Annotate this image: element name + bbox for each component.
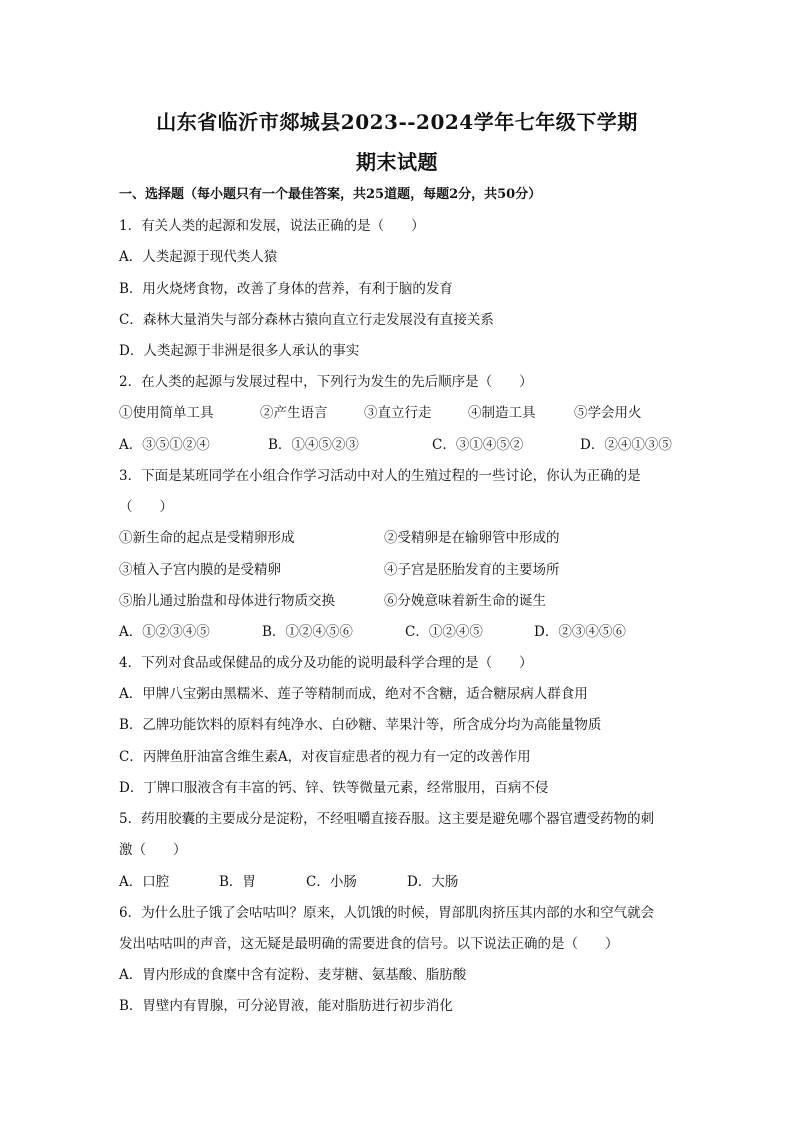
question-2-stem: 2．在人类的起源与发展过程中，下列行为发生的先后顺序是（ ） <box>119 374 533 390</box>
question-2-option-d: D．②④①③⑤ <box>580 437 672 453</box>
question-6-stem-continued: 发出咕咕叫的声音，这无疑是最明确的需要进食的信号。以下说法正确的是（ ） <box>119 936 619 952</box>
question-1-option-b: B．用火烧烤食物，改善了身体的营养，有利于脑的发育 <box>119 281 453 297</box>
question-3-option-a: A．①②③④⑤ <box>119 624 210 640</box>
question-3-stem: 3．下面是某班同学在小组合作学习活动中对人的生殖过程的一些讨论，你认为正确的是 <box>119 468 641 484</box>
question-6-option-a: A．胃内形成的食糜中含有淀粉、麦芽糖、氨基酸、脂肪酸 <box>119 967 467 983</box>
question-2-item: ④制造工具 <box>468 405 536 421</box>
question-1-option-a: A．人类起源于现代类人猿 <box>119 249 278 265</box>
question-3-option-d: D．②③④⑤⑥ <box>534 624 626 640</box>
question-3-item: ⑤胎儿通过胎盘和母体进行物质交换 <box>119 593 335 609</box>
question-1-option-c: C．森林大量消失与部分森林古猿向直立行走发展没有直接关系 <box>119 312 494 328</box>
exam-subtitle: 期末试题 <box>356 150 438 174</box>
question-6-option-b: B．胃壁内有胃腺，可分泌胃液，能对脂肪进行初步消化 <box>119 998 453 1014</box>
question-3-item: ④子宫是胚胎发育的主要场所 <box>384 562 560 578</box>
question-2-item: ③直立行走 <box>364 405 432 421</box>
question-2-option-a: A．③⑤①②④ <box>119 437 210 453</box>
question-5-option-c: C．小肠 <box>306 874 357 890</box>
question-5-stem-continued: 激（ ） <box>119 842 187 858</box>
question-3-item: ⑥分娩意味着新生命的诞生 <box>384 593 546 609</box>
question-2-item: ②产生语言 <box>260 405 328 421</box>
question-5-stem: 5．药用胶囊的主要成分是淀粉，不经咀嚼直接吞服。这主要是避免哪个器官遭受药物的刺 <box>119 811 655 827</box>
question-1-stem: 1．有关人类的起源和发展，说法正确的是（ ） <box>119 218 425 234</box>
question-6-stem: 6．为什么肚子饿了会咕咕叫？原来，人饥饿的时候，胃部肌肉挤压其内部的水和空气就会 <box>119 905 655 921</box>
question-3-option-b: B．①②④⑤⑥ <box>262 624 353 640</box>
question-1-option-d: D．人类起源于非洲是很多人承认的事实 <box>119 343 360 359</box>
question-2-item: ①使用简单工具 <box>119 405 214 421</box>
question-3-item: ①新生命的起点是受精卵形成 <box>119 530 295 546</box>
question-4-option-a: A．甲牌八宝粥由黑糯米、莲子等精制而成，绝对不含糖，适合糖尿病人群食用 <box>119 686 588 702</box>
question-3-item: ②受精卵是在输卵管中形成的 <box>384 530 560 546</box>
question-3-item: ③植入子宫内膜的是受精卵 <box>119 562 281 578</box>
question-4-option-d: D．丁牌口服液含有丰富的钙、锌、铁等微量元素，经常服用，百病不侵 <box>119 780 549 796</box>
question-3-option-c: C．①②④⑤ <box>405 624 483 640</box>
question-4-stem: 4．下列对食品或保健品的成分及功能的说明最科学合理的是（ ） <box>119 655 533 671</box>
question-2-option-b: B．①④⑤②③ <box>268 437 359 453</box>
question-2-item: ⑤学会用火 <box>574 405 642 421</box>
question-3-stem-continued: （ ） <box>119 499 173 515</box>
question-4-option-c: C．丙牌鱼肝油富含维生素A，对夜盲症患者的视力有一定的改善作用 <box>119 749 531 765</box>
question-2-option-c: C．③①④⑤② <box>432 437 524 453</box>
question-5-option-d: D．大肠 <box>407 874 459 890</box>
question-4-option-b: B．乙牌功能饮料的原料有纯净水、白砂糖、苹果汁等，所含成分均为高能量物质 <box>119 717 602 733</box>
question-5-option-b: B．胃 <box>219 874 256 890</box>
exam-title: 山东省临沂市郯城县2023--2024学年七年级下学期 <box>156 110 638 134</box>
question-5-option-a: A．口腔 <box>119 874 170 890</box>
section-heading: 一、选择题（每小题只有一个最佳答案，共25道题，每题2分，共50分） <box>119 187 542 202</box>
